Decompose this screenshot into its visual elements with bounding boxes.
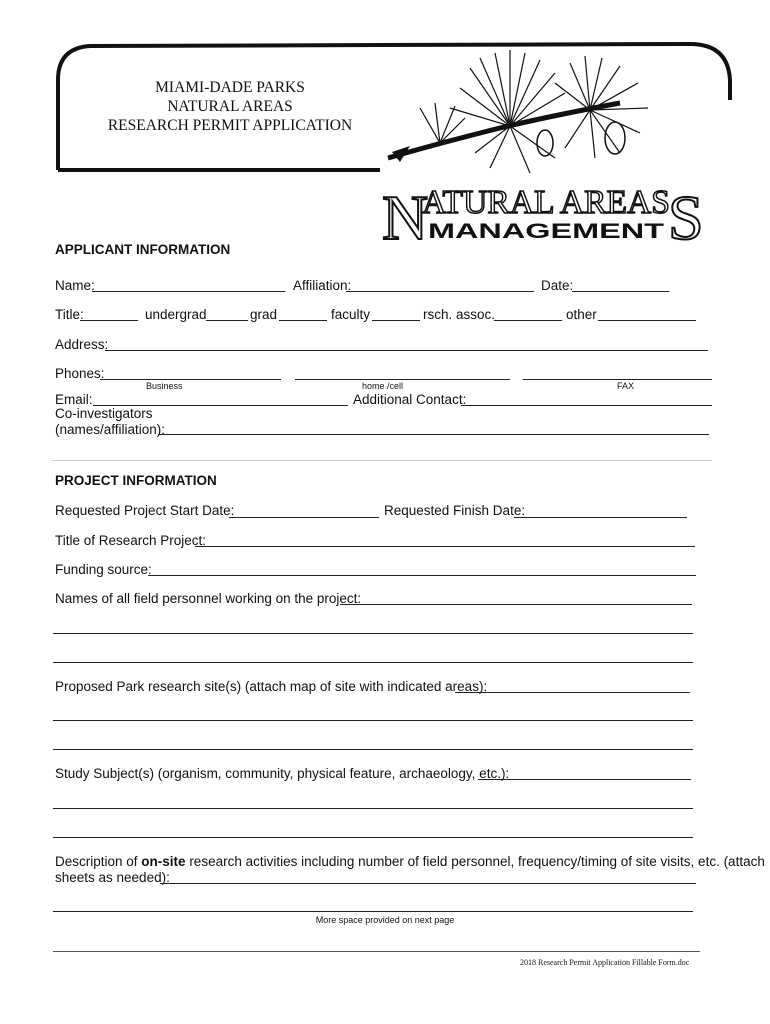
- personnel-field-2[interactable]: [53, 633, 693, 634]
- logo-letter-n: N: [382, 183, 429, 245]
- more-space-note: More space provided on next page: [315, 915, 455, 925]
- logo-letter-s: S: [668, 183, 704, 245]
- research-title-field[interactable]: [195, 546, 695, 547]
- date-field[interactable]: [572, 291, 669, 292]
- title-line-2: NATURAL AREAS: [167, 98, 293, 115]
- sites-field[interactable]: [455, 692, 690, 693]
- names-affiliation-label: (names/affiliation):: [55, 422, 166, 437]
- name-field[interactable]: [92, 291, 285, 292]
- finish-date-field[interactable]: [514, 517, 687, 518]
- logo-bottom-text: MANAGEMENT: [428, 220, 665, 243]
- description-suffix: research activities including number of field personnel, frequency/timing of site visits, etc. (attach: [185, 854, 765, 869]
- additional-contact-field[interactable]: [461, 405, 712, 406]
- personnel-label: Names of all field personnel working on the project:: [55, 591, 362, 606]
- footer-filename: 2018 Research Permit Application Fillable Form.doc: [520, 958, 690, 967]
- start-date-field[interactable]: [229, 517, 379, 518]
- phone-caption-business: Business: [146, 381, 183, 391]
- sites-label: Proposed Park research site(s) (attach map of site with indicated areas):: [55, 679, 488, 694]
- other-field[interactable]: [598, 320, 696, 321]
- title-field[interactable]: [80, 320, 138, 321]
- date-label: Date:: [541, 278, 574, 293]
- address-label: Address:: [55, 337, 109, 352]
- title-line-1: MIAMI-DADE PARKS: [155, 79, 305, 96]
- pine-branch-illustration: [380, 48, 680, 188]
- description-bold: on-site: [141, 854, 186, 869]
- funding-field[interactable]: [148, 575, 696, 576]
- finish-date-label: Requested Finish Date:: [384, 503, 526, 518]
- subjects-field-2[interactable]: [53, 808, 693, 809]
- start-date-label: Requested Project Start Date:: [55, 503, 235, 518]
- applicant-heading: APPLICANT INFORMATION: [55, 242, 231, 257]
- name-label: Name:: [55, 278, 95, 293]
- subjects-label: Study Subject(s) (organism, community, physical feature, archaeology, etc.):: [55, 766, 510, 781]
- coinvestigators-field[interactable]: [158, 434, 709, 435]
- project-heading: PROJECT INFORMATION: [55, 473, 217, 488]
- logo-top-text: ATURAL AREAS: [422, 184, 670, 221]
- subjects-field-3[interactable]: [53, 837, 693, 838]
- phones-label: Phones:: [55, 366, 105, 381]
- title-option-grad: grad: [250, 307, 278, 322]
- funding-label: Funding source:: [55, 562, 152, 577]
- title-option-undergrad: undergrad: [145, 307, 207, 322]
- additional-contact-label: Additional Contact:: [353, 392, 467, 407]
- phone-fax-field[interactable]: [523, 379, 712, 380]
- phone-business-field[interactable]: [100, 379, 281, 380]
- description-label-line2: sheets as needed):: [55, 870, 170, 885]
- description-field[interactable]: [160, 883, 696, 884]
- address-field[interactable]: [105, 350, 708, 351]
- description-label: [55, 854, 765, 870]
- email-label: Email:: [55, 392, 93, 407]
- title-option-other: other: [566, 307, 597, 322]
- page-title: [60, 78, 400, 135]
- title-option-rsch-assoc: rsch. assoc.: [423, 307, 496, 322]
- affiliation-label: Affiliation:: [293, 278, 352, 293]
- coinvestigators-label: Co-investigators: [55, 406, 153, 421]
- grad-field[interactable]: [279, 320, 327, 321]
- description-field-2[interactable]: [53, 911, 693, 912]
- description-prefix: Description of: [55, 854, 142, 869]
- rsch-assoc-field[interactable]: [494, 320, 562, 321]
- title-line-3: RESEARCH PERMIT APPLICATION: [107, 117, 353, 134]
- faculty-field[interactable]: [372, 320, 420, 321]
- phone-home-cell-field[interactable]: [295, 379, 510, 380]
- subjects-field[interactable]: [478, 779, 691, 780]
- natural-areas-management-logo: [380, 183, 720, 245]
- phone-caption-fax: FAX: [617, 381, 635, 391]
- personnel-field[interactable]: [340, 604, 692, 605]
- sites-field-3[interactable]: [53, 749, 693, 750]
- research-title-label: Title of Research Project:: [55, 533, 207, 548]
- affiliation-field[interactable]: [346, 291, 534, 292]
- title-label: Title:: [55, 307, 84, 322]
- undergrad-field[interactable]: [206, 320, 248, 321]
- section-divider: [52, 460, 712, 461]
- title-option-faculty: faculty: [331, 307, 371, 322]
- personnel-field-3[interactable]: [53, 662, 693, 663]
- sites-field-2[interactable]: [53, 720, 693, 721]
- footer-rule: [53, 951, 700, 952]
- phone-caption-home-cell: home /cell: [362, 381, 404, 391]
